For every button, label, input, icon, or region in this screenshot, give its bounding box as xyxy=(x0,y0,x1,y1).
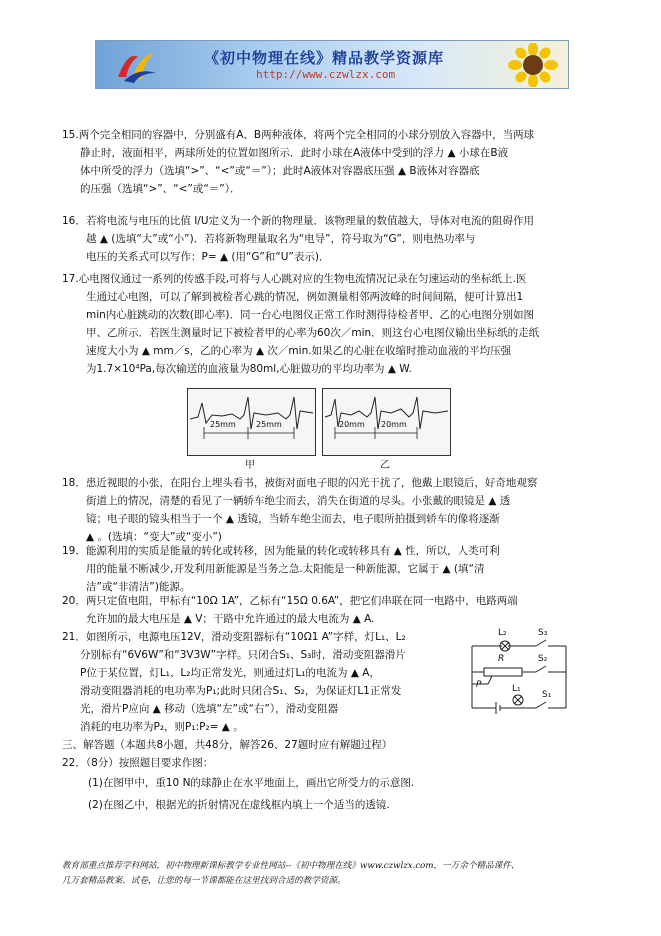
q18-line: 18．患近视眼的小张，在阳台上埋头看书，被街对面电子眼的闪光干扰了，他戴上眼镜后，好奇地观察 xyxy=(62,477,538,489)
q15-line: 的压强（选填“>”、“<”或“＝”）． xyxy=(80,183,241,195)
q15-line: 体中所受的浮力（选填“>”、“<”或“＝”）；此时A液体对容器底压强 ▲ B液体对容器底 xyxy=(80,165,480,177)
ecg-wave-a xyxy=(188,389,315,455)
question-20 xyxy=(62,592,592,628)
ecg-strip-b xyxy=(322,388,451,456)
question-16 xyxy=(62,212,592,266)
site-logo-icon xyxy=(114,47,160,83)
circuit-wiring xyxy=(448,628,576,718)
question-18 xyxy=(62,474,592,546)
q16-line: 16．若将电流与电压的比值 I/U定义为一个新的物理量．该物理量的数值越大，导体对电流的阻碍作用 xyxy=(62,215,535,227)
q18-line: ▲ 。(选填：“变大”或“变小”) xyxy=(86,531,222,543)
q17-line: 生通过心电图，可以了解到被检者心跳的情况，例如测量相邻两波峰的时间间隔，便可计算出1 xyxy=(86,291,524,303)
ecg-b-span-1: 20mm xyxy=(339,420,365,429)
q21-line: 滑动变阻器消耗的电功率为P₁;此时只闭合S₁、S₂，为保证灯L1正常发 xyxy=(80,685,402,697)
q17-line: 速度大小为 ▲ mm／s，乙的心率为 ▲ 次／min.如果乙的心脏在收缩时推动血液的平均压强 xyxy=(86,345,512,357)
q18-line: 镜；电子眼的镜头相当于一个 ▲ 透镜，当轿车绝尘而去，电子眼所拍摄到轿车的像将逐渐 xyxy=(86,513,500,525)
q20-line: 允许加的最大电压是 ▲ V；干路中允许通过的最大电流为 ▲ A. xyxy=(86,613,375,625)
ecg-figure xyxy=(187,388,452,471)
q19-line: 洁”或“非清洁”)能源。 xyxy=(86,581,191,593)
footer-line: 教育部重点推荐学科网站，初中物理新课标教学专业性网站--《初中物理在线》www.czwlzx.com，一万余个精品课件、 xyxy=(62,861,520,871)
circuit-label-s3: S₃ xyxy=(538,628,548,638)
q21-line: 光，滑片P应向 ▲ 移动（选填“左”或“右”），滑动变阻器 xyxy=(80,703,339,715)
q16-line: 电压的关系式可以写作：P= ▲ (用“G”和“U”表示)． xyxy=(86,251,330,263)
question-22: 22．（8分）按照题目要求作图： xyxy=(62,757,214,769)
banner-title: 《初中物理在线》精品教学资源库 xyxy=(204,49,445,67)
q17-line: 甲、乙所示．若医生测量时记下被检者甲的心率为60次／min．则这台心电图仪输出坐标纸的走纸 xyxy=(86,327,540,339)
banner-url[interactable]: http://www.czwlzx.com xyxy=(256,68,396,81)
question-22-part-1: (1)在图甲中，重10 N的球静止在水平地面上，画出它所受力的示意图. xyxy=(88,777,415,789)
question-21 xyxy=(62,628,446,736)
ecg-label-a: 甲 xyxy=(245,460,255,471)
circuit-diagram xyxy=(448,628,576,718)
ecg-strip-a xyxy=(187,388,316,456)
q16-line: 越 ▲ (选填“大”或“小”)．若将新物理量取名为“电导”，符号取为“G”，则电热功率与 xyxy=(86,233,476,245)
question-19 xyxy=(62,542,592,596)
q19-line: 19．能源利用的实质是能量的转化或转移，因为能量的转化或转移具有 ▲ 性，所以，人类可利 xyxy=(62,545,500,557)
section-3 xyxy=(62,736,592,814)
circuit-label-s1: S₁ xyxy=(542,690,552,700)
header-banner xyxy=(95,40,569,89)
q21-line: P位于某位置，灯L₁、L₂均正常发光，则通过灯L₁的电流为 ▲ A， xyxy=(80,667,380,679)
sunflower-icon xyxy=(504,43,562,87)
ecg-a-span-2: 25mm xyxy=(256,420,282,429)
circuit-label-p: P xyxy=(476,680,482,690)
q15-line: 静止时，液面相平，两球所处的位置如图所示．此时小球在A液体中受到的浮力 ▲ 小球在B液 xyxy=(80,147,509,159)
q15-line: 15.两个完全相同的容器中，分别盛有A、B两种液体，将两个完全相同的小球分别放入容器中，当两球 xyxy=(62,129,535,141)
q21-line: 分别标有“6V6W”和“3V3W”字样。只闭合S₁、S₃时，滑动变阻器滑片 xyxy=(80,649,406,661)
q21-line: 21．如图所示，电源电压12V，滑动变阻器标有“10Ω1 A”字样，灯L₁、L₂ xyxy=(62,631,406,643)
q17-line: 17.心电图仪通过一系列的传感手段,可将与人心跳对应的生物电流情况记录在匀速运动的坐标纸上.医 xyxy=(62,273,527,285)
section-3-heading: 三、解答题（本题共8小题，共48分，解答26、27题时应有解题过程） xyxy=(62,739,393,751)
circuit-label-r: R xyxy=(498,654,505,664)
page-footer xyxy=(62,859,622,889)
q17-line: min内心脏跳动的次数(即心率)．同一台心电图仪正常工作时测得待检者甲、乙的心电图分别如图 xyxy=(86,309,534,321)
q17-line: 为1.7×10⁴Pa,每次输送的血液量为80ml,心脏做功的平均功率为 ▲ W. xyxy=(86,363,412,375)
q18-line: 街道上的情况，清楚的看见了一辆轿车绝尘而去，消失在街道的尽头。小张戴的眼镜是 ▲ 透 xyxy=(86,495,511,507)
question-17 xyxy=(62,270,592,378)
question-22-part-2: (2)在图乙中，根据光的折射情况在虚线框内填上一个适当的透镜. xyxy=(88,799,390,811)
q19-line: 用的能量不断减少,开发利用新能源是当务之急.太阳能是一种新能源，它属于 ▲ (填“清 xyxy=(86,563,485,575)
circuit-label-s2: S₂ xyxy=(538,654,548,664)
question-15 xyxy=(62,126,592,198)
footer-line: 几万套精品教案、试卷，让您的每一节课都能在这里找到合适的教学资源。 xyxy=(62,876,346,886)
ecg-label-b: 乙 xyxy=(380,460,390,471)
circuit-label-l2: L₂ xyxy=(498,628,507,638)
q20-line: 20．两只定值电阻，甲标有“10Ω 1A”，乙标有“15Ω 0.6A”，把它们串联在同一电路中，电路两端 xyxy=(62,595,518,607)
circuit-label-l1: L₁ xyxy=(512,684,521,694)
ecg-b-span-2: 20mm xyxy=(381,420,407,429)
q21-line: 消耗的电功率为P₂，则P₁:P₂= ▲ 。 xyxy=(80,721,244,733)
ecg-a-span-1: 25mm xyxy=(210,420,236,429)
